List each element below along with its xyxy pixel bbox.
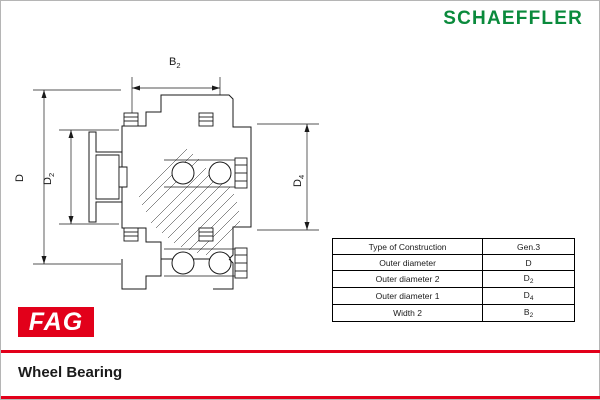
label-d2: $D_2$	[42, 172, 56, 185]
fag-logo: FAG	[18, 307, 94, 337]
spec-label: Outer diameter 1	[333, 288, 483, 305]
brand-name: SCHAEFFLER	[443, 8, 583, 29]
spec-value	[483, 305, 575, 322]
footer-divider-top	[1, 350, 600, 353]
spec-value-sub: 2	[529, 278, 534, 285]
spec-value-sub: 2	[529, 312, 534, 319]
specification-table	[332, 238, 575, 322]
seal-upper	[235, 158, 247, 188]
label-b2: $B_2$	[169, 56, 181, 70]
stud-bottom-right	[199, 228, 213, 241]
spec-value	[483, 271, 575, 288]
footer-divider-bottom	[1, 396, 600, 399]
dimension-d4	[257, 124, 319, 230]
stud-top-right	[199, 113, 213, 126]
spec-value-base: D	[523, 290, 530, 300]
label-d4: $D_4$	[292, 174, 306, 187]
footer-product-title: Wheel Bearing	[18, 364, 123, 381]
spec-value-base: B	[523, 307, 530, 317]
spec-value: D	[483, 255, 575, 271]
seal-lower	[235, 248, 247, 278]
stud-bottom-left	[124, 228, 138, 241]
table-row	[333, 239, 575, 255]
spec-value: Gen.3	[483, 239, 575, 255]
spec-label: Outer diameter 2	[333, 271, 483, 288]
table-row	[333, 255, 575, 271]
spec-value-base: D	[523, 273, 530, 283]
spec-label: Width 2	[333, 305, 483, 322]
stud-top-left	[124, 113, 138, 126]
schaeffler-brand	[443, 9, 583, 28]
table-row	[333, 271, 575, 288]
spec-value	[483, 288, 575, 305]
spec-value-sub: 4	[529, 295, 534, 302]
spec-label: Type of Construction	[333, 239, 483, 255]
label-d: D	[14, 174, 26, 182]
spec-label: Outer diameter	[333, 255, 483, 271]
table-row	[333, 288, 575, 305]
table-row	[333, 305, 575, 322]
